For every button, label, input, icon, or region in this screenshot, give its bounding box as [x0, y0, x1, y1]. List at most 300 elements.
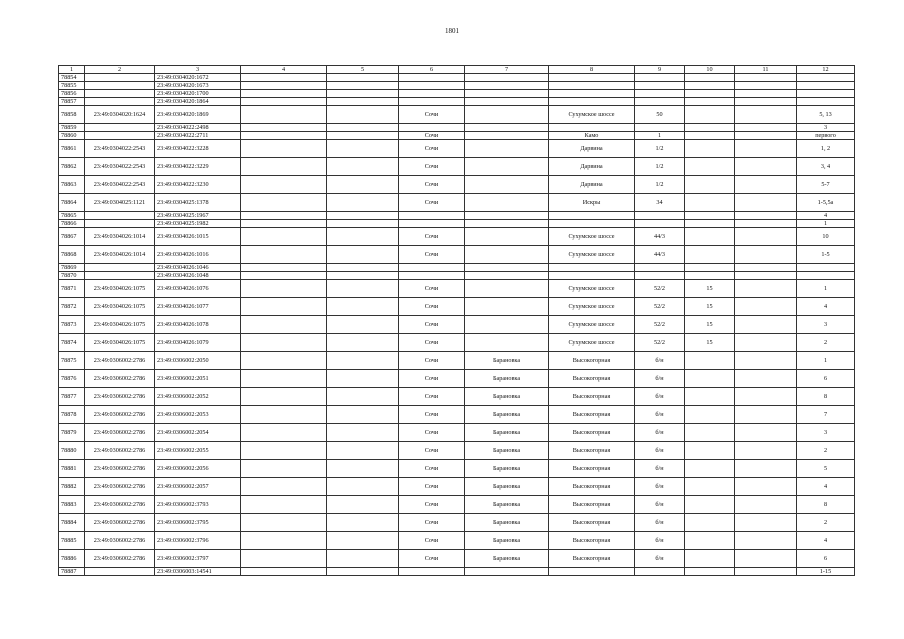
table-cell: Сочи — [399, 514, 465, 532]
table-cell — [635, 212, 685, 220]
column-header: 8 — [549, 66, 635, 74]
table-cell — [797, 90, 855, 98]
table-cell: б/н — [635, 496, 685, 514]
table-row — [59, 272, 855, 280]
table-cell: Барановка — [465, 388, 549, 406]
table-cell: б/н — [635, 388, 685, 406]
table-cell — [465, 106, 549, 124]
table-cell: 23:49:0304020:1700 — [155, 90, 241, 98]
table-cell: Барановка — [465, 496, 549, 514]
table-cell: 78872 — [59, 298, 85, 316]
table-row — [59, 132, 855, 140]
table-row — [59, 352, 855, 370]
table-cell: 2 — [797, 442, 855, 460]
table-cell — [241, 74, 327, 82]
table-cell — [549, 272, 635, 280]
table-cell — [735, 212, 797, 220]
table-cell: 23:49:0304022:2498 — [155, 124, 241, 132]
table-cell — [465, 194, 549, 212]
table-cell: 23:49:0304026:1048 — [155, 272, 241, 280]
table-row — [59, 496, 855, 514]
table-cell — [685, 496, 735, 514]
table-cell — [465, 568, 549, 576]
table-cell: 78854 — [59, 74, 85, 82]
table-cell — [241, 334, 327, 352]
table-cell — [685, 352, 735, 370]
table-cell: 1-5 — [797, 246, 855, 264]
table-row — [59, 158, 855, 176]
table-cell: 78861 — [59, 140, 85, 158]
table-cell: 23:49:0304022:3230 — [155, 176, 241, 194]
table-cell — [327, 272, 399, 280]
table-row — [59, 212, 855, 220]
table-cell: Сочи — [399, 246, 465, 264]
table-cell: 23:49:0306002:3797 — [155, 550, 241, 568]
table-cell — [465, 98, 549, 106]
table-cell: 1 — [635, 132, 685, 140]
table-row — [59, 124, 855, 132]
table-cell — [685, 82, 735, 90]
table-row — [59, 460, 855, 478]
table-cell: Высокогорная — [549, 514, 635, 532]
table-cell — [399, 74, 465, 82]
table-cell: Сочи — [399, 370, 465, 388]
table-cell: 78865 — [59, 212, 85, 220]
table-cell — [635, 82, 685, 90]
table-cell: 78878 — [59, 406, 85, 424]
column-header: 11 — [735, 66, 797, 74]
table-cell: 4 — [797, 298, 855, 316]
table-cell: 23:49:0306002:2057 — [155, 478, 241, 496]
table-cell — [685, 90, 735, 98]
column-header: 1 — [59, 66, 85, 74]
table-cell: Сочи — [399, 406, 465, 424]
table-cell: Высокогорная — [549, 550, 635, 568]
table-cell: 1, 2 — [797, 140, 855, 158]
table-cell: 23:49:0304025:1967 — [155, 212, 241, 220]
table-cell: Сочи — [399, 550, 465, 568]
table-cell — [735, 98, 797, 106]
column-header: 9 — [635, 66, 685, 74]
table-row — [59, 334, 855, 352]
table-cell: Сочи — [399, 460, 465, 478]
table-cell: Сочи — [399, 228, 465, 246]
table-cell: Сочи — [399, 532, 465, 550]
table-cell: 2 — [797, 334, 855, 352]
table-cell: Сочи — [399, 140, 465, 158]
table-cell: 23:49:0306002:2050 — [155, 352, 241, 370]
table-cell — [735, 194, 797, 212]
table-cell — [685, 194, 735, 212]
table-row — [59, 442, 855, 460]
table-cell: Сухумское шоссе — [549, 316, 635, 334]
table-cell: Сочи — [399, 334, 465, 352]
table-cell — [735, 82, 797, 90]
table-cell — [241, 264, 327, 272]
table-cell — [465, 176, 549, 194]
table-cell — [327, 514, 399, 532]
table-cell: 23:49:0304022:3229 — [155, 158, 241, 176]
table-row — [59, 370, 855, 388]
table-cell: 23:49:0306002:2786 — [85, 550, 155, 568]
table-cell: 78858 — [59, 106, 85, 124]
table-cell — [241, 246, 327, 264]
table-cell: б/н — [635, 424, 685, 442]
table-cell — [465, 212, 549, 220]
table-cell: 23:49:0306002:2786 — [85, 370, 155, 388]
table-cell — [465, 140, 549, 158]
table-cell: 2 — [797, 514, 855, 532]
table-cell — [241, 272, 327, 280]
table-cell — [735, 272, 797, 280]
table-cell — [241, 478, 327, 496]
table-cell — [327, 82, 399, 90]
table-cell — [241, 82, 327, 90]
table-cell — [327, 550, 399, 568]
table-cell: Высокогорная — [549, 370, 635, 388]
table-cell — [685, 550, 735, 568]
table-cell: Барановка — [465, 460, 549, 478]
table-cell — [465, 74, 549, 82]
table-cell — [327, 98, 399, 106]
table-cell — [327, 352, 399, 370]
table-cell — [685, 424, 735, 442]
table-cell: Сухумское шоссе — [549, 334, 635, 352]
table-cell — [685, 532, 735, 550]
table-cell — [241, 568, 327, 576]
table-cell: б/н — [635, 532, 685, 550]
table-cell: первого — [797, 132, 855, 140]
table-cell — [797, 82, 855, 90]
table-cell: Барановка — [465, 352, 549, 370]
table-cell — [735, 298, 797, 316]
table-cell: 23:49:0304022:2543 — [85, 140, 155, 158]
table-cell: 78879 — [59, 424, 85, 442]
table-cell — [241, 424, 327, 442]
table-cell: 15 — [685, 334, 735, 352]
table-cell: 1 — [797, 352, 855, 370]
table-cell: 3 — [797, 316, 855, 334]
table-cell: 23:49:0306002:2786 — [85, 514, 155, 532]
table-cell: 23:49:0306002:2054 — [155, 424, 241, 442]
table-row — [59, 316, 855, 334]
table-cell: 78855 — [59, 82, 85, 90]
table-cell: 15 — [685, 298, 735, 316]
table-cell: Сочи — [399, 176, 465, 194]
table-cell: 78864 — [59, 194, 85, 212]
table-cell: 52/2 — [635, 316, 685, 334]
table-row — [59, 406, 855, 424]
table-cell: Сухумское шоссе — [549, 246, 635, 264]
table-cell — [327, 158, 399, 176]
table-cell: б/н — [635, 442, 685, 460]
table-cell — [635, 272, 685, 280]
table-cell — [327, 298, 399, 316]
table-cell — [549, 264, 635, 272]
table-cell — [735, 74, 797, 82]
table-cell — [735, 176, 797, 194]
table-cell: 3, 4 — [797, 158, 855, 176]
table-cell: 23:49:0304025:1121 — [85, 194, 155, 212]
table-cell — [327, 140, 399, 158]
table-cell — [735, 132, 797, 140]
table-cell: Дарвина — [549, 158, 635, 176]
table-cell: Барановка — [465, 442, 549, 460]
table-row — [59, 424, 855, 442]
table-cell: 3 — [797, 124, 855, 132]
table-cell: Барановка — [465, 550, 549, 568]
table-cell — [685, 388, 735, 406]
table-cell: Сухумское шоссе — [549, 228, 635, 246]
table-cell: 23:49:0306002:3793 — [155, 496, 241, 514]
table-cell — [735, 532, 797, 550]
table-cell: Барановка — [465, 532, 549, 550]
table-cell: 23:49:0304026:1078 — [155, 316, 241, 334]
table-cell: 23:49:0304020:1869 — [155, 106, 241, 124]
table-cell: 23:49:0304026:1075 — [85, 280, 155, 298]
table-cell — [241, 124, 327, 132]
table-cell — [465, 132, 549, 140]
table-cell — [241, 140, 327, 158]
table-cell — [399, 90, 465, 98]
table-cell: Высокогорная — [549, 478, 635, 496]
table-cell: Барановка — [465, 514, 549, 532]
column-header: 2 — [85, 66, 155, 74]
table-cell — [635, 98, 685, 106]
table-cell — [735, 514, 797, 532]
table-row — [59, 514, 855, 532]
table-cell: Барановка — [465, 370, 549, 388]
table-cell — [399, 82, 465, 90]
table-row — [59, 194, 855, 212]
table-cell — [735, 352, 797, 370]
table-cell — [685, 406, 735, 424]
table-cell: 78874 — [59, 334, 85, 352]
table-cell: Сухумское шоссе — [549, 298, 635, 316]
table-cell: 78876 — [59, 370, 85, 388]
table-cell — [735, 388, 797, 406]
table-cell: б/н — [635, 550, 685, 568]
table-cell — [735, 568, 797, 576]
table-cell — [685, 478, 735, 496]
table-cell: Высокогорная — [549, 388, 635, 406]
table-cell — [241, 316, 327, 334]
table-cell — [735, 406, 797, 424]
table-cell: 78873 — [59, 316, 85, 334]
table-cell — [685, 124, 735, 132]
table-cell — [241, 228, 327, 246]
table-cell — [399, 272, 465, 280]
table-row — [59, 264, 855, 272]
table-cell: 78880 — [59, 442, 85, 460]
table-cell: 23:49:0304026:1077 — [155, 298, 241, 316]
table-cell: 78886 — [59, 550, 85, 568]
table-cell: Сухумское шоссе — [549, 280, 635, 298]
table-cell — [399, 568, 465, 576]
table-cell: 23:49:0304020:1673 — [155, 82, 241, 90]
table-row — [59, 550, 855, 568]
column-header: 5 — [327, 66, 399, 74]
table-cell — [735, 106, 797, 124]
table-cell: Искры — [549, 194, 635, 212]
table-cell: 23:49:0306002:2053 — [155, 406, 241, 424]
table-cell: 1-5,5а — [797, 194, 855, 212]
table-cell — [735, 124, 797, 132]
column-header: 7 — [465, 66, 549, 74]
table-cell — [685, 370, 735, 388]
table-cell: 44/3 — [635, 228, 685, 246]
table-cell — [241, 158, 327, 176]
table-cell — [635, 124, 685, 132]
table-cell: 8 — [797, 496, 855, 514]
table-cell — [85, 272, 155, 280]
table-cell: 23:49:0306002:2786 — [85, 406, 155, 424]
table-cell — [327, 388, 399, 406]
table-cell: 23:49:0304026:1014 — [85, 246, 155, 264]
table-cell: 78859 — [59, 124, 85, 132]
table-cell — [735, 460, 797, 478]
table-cell — [399, 220, 465, 228]
table-cell — [735, 140, 797, 158]
table-row — [59, 246, 855, 264]
table-cell: 15 — [685, 280, 735, 298]
table-cell — [327, 424, 399, 442]
table-cell — [85, 132, 155, 140]
table-cell: 78863 — [59, 176, 85, 194]
table-cell — [465, 158, 549, 176]
table-cell — [549, 220, 635, 228]
table-cell — [327, 406, 399, 424]
table-cell: Сочи — [399, 442, 465, 460]
table-cell: Сочи — [399, 298, 465, 316]
table-cell: 4 — [797, 212, 855, 220]
table-cell — [685, 74, 735, 82]
table-cell: 7 — [797, 406, 855, 424]
table-cell: 23:49:0306002:3796 — [155, 532, 241, 550]
table-cell: Камо — [549, 132, 635, 140]
page-number: 1801 — [445, 27, 459, 35]
table-cell: 78856 — [59, 90, 85, 98]
table-cell: 23:49:0306002:3795 — [155, 514, 241, 532]
table-cell: Дарвина — [549, 140, 635, 158]
table-cell — [327, 132, 399, 140]
table-cell — [399, 98, 465, 106]
column-header: 10 — [685, 66, 735, 74]
table-cell — [685, 442, 735, 460]
table-cell: 23:49:0304022:2711 — [155, 132, 241, 140]
table-cell — [85, 568, 155, 576]
table-cell: 23:49:0304026:1076 — [155, 280, 241, 298]
table-cell — [241, 514, 327, 532]
table-cell: Дарвина — [549, 176, 635, 194]
table-cell — [465, 264, 549, 272]
table-cell — [465, 280, 549, 298]
table-cell: Сочи — [399, 280, 465, 298]
header-row — [59, 66, 855, 74]
table-cell — [735, 158, 797, 176]
table-cell — [327, 568, 399, 576]
table-cell — [327, 124, 399, 132]
column-header: 6 — [399, 66, 465, 74]
table-cell: 78881 — [59, 460, 85, 478]
table-cell — [327, 194, 399, 212]
table-cell: 23:49:0304020:1864 — [155, 98, 241, 106]
table-cell: 1 — [797, 220, 855, 228]
table-cell: 23:49:0304025:1982 — [155, 220, 241, 228]
table-cell: 23:49:0304025:1378 — [155, 194, 241, 212]
table-row — [59, 74, 855, 82]
table-cell — [85, 82, 155, 90]
table-cell: Барановка — [465, 406, 549, 424]
table-cell: 23:49:0304026:1075 — [85, 334, 155, 352]
table-cell — [685, 460, 735, 478]
registry-table — [58, 65, 855, 576]
table-cell — [635, 220, 685, 228]
table-cell: 23:49:0306002:2786 — [85, 442, 155, 460]
table-cell — [465, 334, 549, 352]
table-cell — [685, 106, 735, 124]
table-cell: 23:49:0304026:1079 — [155, 334, 241, 352]
table-cell — [241, 132, 327, 140]
table-cell: Сочи — [399, 106, 465, 124]
table-cell — [465, 124, 549, 132]
table-cell — [241, 220, 327, 228]
table-cell — [465, 246, 549, 264]
column-header: 3 — [155, 66, 241, 74]
table-cell — [735, 424, 797, 442]
table-cell: 23:49:0306002:2786 — [85, 352, 155, 370]
table-cell: 78883 — [59, 496, 85, 514]
table-cell — [85, 124, 155, 132]
table-cell — [241, 370, 327, 388]
table-cell — [685, 514, 735, 532]
table-cell: 23:49:0304026:1046 — [155, 264, 241, 272]
table-cell — [797, 264, 855, 272]
table-cell — [241, 98, 327, 106]
table-cell — [465, 220, 549, 228]
table-cell — [327, 220, 399, 228]
table-cell: 3 — [797, 424, 855, 442]
table-cell — [327, 532, 399, 550]
table-cell — [685, 212, 735, 220]
table-cell: 78869 — [59, 264, 85, 272]
table-cell: Барановка — [465, 424, 549, 442]
table-cell: 15 — [685, 316, 735, 334]
table-cell: 1 — [797, 280, 855, 298]
table-cell — [735, 316, 797, 334]
column-header: 4 — [241, 66, 327, 74]
table-cell — [327, 228, 399, 246]
table-cell — [327, 334, 399, 352]
table-cell: Высокогорная — [549, 406, 635, 424]
table-cell — [735, 90, 797, 98]
table-cell: 23:49:0304022:2543 — [85, 158, 155, 176]
table-cell — [327, 106, 399, 124]
table-cell: 78860 — [59, 132, 85, 140]
table-cell — [685, 98, 735, 106]
table-cell — [465, 228, 549, 246]
table-cell — [735, 264, 797, 272]
table-cell: Сочи — [399, 388, 465, 406]
table-cell — [85, 212, 155, 220]
table-cell: Высокогорная — [549, 442, 635, 460]
table-cell — [327, 90, 399, 98]
table-cell: б/н — [635, 370, 685, 388]
table-cell: 78870 — [59, 272, 85, 280]
table-cell — [735, 220, 797, 228]
table-cell — [327, 496, 399, 514]
table-cell — [327, 442, 399, 460]
